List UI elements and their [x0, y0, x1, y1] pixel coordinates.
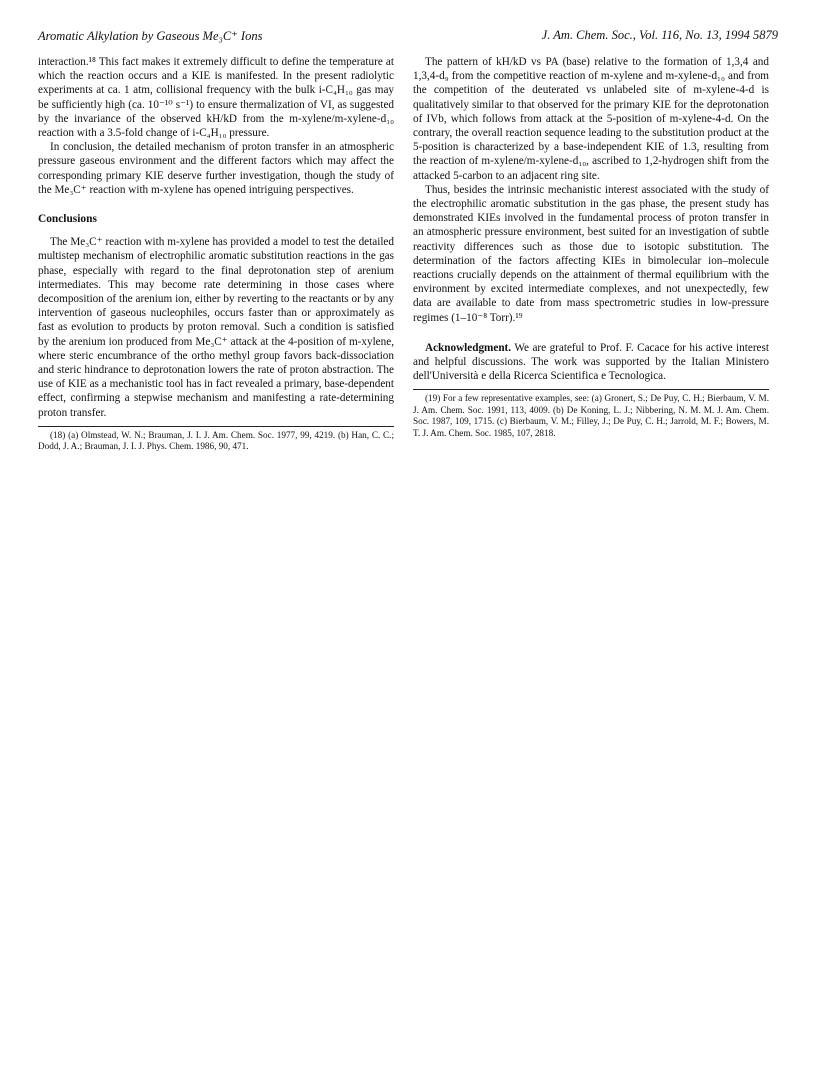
running-header	[38, 28, 778, 46]
journal-citation: J. Am. Chem. Soc., Vol. 116, No. 13, 1994 5879	[541, 28, 778, 42]
right-column	[413, 55, 769, 439]
acknowledgment	[413, 341, 769, 384]
footnote-rule	[413, 389, 769, 390]
paragraph-continued: interaction.¹⁸ This fact makes it extremely difficult to define the temperature at which the reaction occurs and a KIE is manifested. In the present radiolytic experiments at ca. 1 atm, collisional frequency with the bulk i-C₄H₁₀ gas may be sufficiently high (ca. 10⁻¹⁰ s⁻¹) to ensure thermalization of VI, as suggested by the invariance of the observed kH/kD from the m-xylene/m-xylene-d₁₀ reaction with a 3.5-fold change of i-C₄H₁₀ pressure.	[38, 56, 394, 140]
paragraph-summary: Thus, besides the intrinsic mechanistic interest associated with the study of the electrophilic aromatic substitution in the gas phase, the present study has demonstrated KIEs involved in the fundamental process of proton transfer in an atmospheric pressure environment, best suited for an investigation of subtle reactivity differences such as those due to isotopic substitution. The determination of the factors affecting KIEs in bimolecular ion–molecule reactions crucially depends on the attainment of thermal equilibrium with the environment by excited intermediate complexes, and not unexpectedly, few data are available to date from mass spectrometric studies in low-pressure regimes (1–10⁻⁸ Torr).¹⁹	[413, 183, 769, 324]
left-column	[38, 55, 394, 453]
paragraph-conclusion-intro: In conclusion, the detailed mechanism of proton transfer in an atmospheric pressure gaseous environment and the different factors which may affect the corresponding primary KIE deserve further investigation, though the study of the Me₃C⁺ reaction with m-xylene has opened intriguing perspectives.	[38, 141, 394, 196]
acknowledgment-label: Acknowledgment.	[425, 341, 512, 354]
paragraph-kie-pattern: The pattern of kH/kD vs PA (base) relative to the formation of 1,3,4 and 1,3,4-d₉ from the competitive reaction of m-xylene and m-xylene-d₁₀ and from the competition of the deuterated vs unlabeled site of m-xylene-4-d is qualitatively similar to that observed for the primary KIE for the deprotonation of IVb, which follows from attack at the 5-position of m-xylene-4-d. On the contrary, the overall reaction sequence leading to the substitution product at the 5-position is characterized by a base-independent KIE of 1.3, resulting from the reaction of m-xylene/m-xylene-d₁₀, ascribed to 1,2-hydrogen shift from the attacked 5-carbon to an adjacent ring site.	[413, 56, 769, 182]
acknowledgment-text: We are grateful to Prof. F. Cacace for his active interest and helpful discussions. The work was supported by the Italian Ministero dell'Università e della Ricerca Scientifica e Tecnologica.	[413, 341, 769, 383]
footnote-rule	[38, 426, 394, 427]
footnote-19: (19) For a few representative examples, see: (a) Gronert, S.; De Puy, C. H.; Bierbaum, V. M. J. Am. Chem. Soc. 1991, 113, 4009. (b) De Koning, L. J.; Nibbering, N. M. M. J. Am. Chem. Soc. 1987, 109, 1715. (c) Bierbaum, V. M.; Filley, J.; De Puy, C. H.; Jarrold, M. F.; Bowers, M. T. J. Am. Chem. Soc. 1985, 107, 2818.	[413, 393, 769, 438]
running-title: Aromatic Alkylation by Gaseous Me₃C⁺ Ions	[38, 29, 263, 43]
footnote-18: (18) (a) Olmstead, W. N.; Brauman, J. I. J. Am. Chem. Soc. 1977, 99, 4219. (b) Han, C. C.; Dodd, J. A.; Brauman, J. I. J. Phys. Chem. 1986, 90, 471.	[38, 429, 394, 452]
section-heading-conclusions: Conclusions	[38, 213, 97, 226]
paragraph-conclusions: The Me₃C⁺ reaction with m-xylene has provided a model to test the detailed multistep mechanism of electrophilic aromatic substitution reactions in the gas phase, especially with regard to the final deprotonation step of arenium intermediates. This may become rate determining in those cases where decomposition of the arenium ion, either by reverting to the reactants or by any intervention of gaseous nucleophiles, occurs faster than or approximately as fast as evolution to products by proton removal. Such a condition is satisfied by the arenium ion produced from Me₃C⁺ attack at the 4-position of m-xylene, where steric encumbrance of the ortho methyl group favors back-dissociation and steric hindrance to deprotonation lowers the rate of proton abstraction. The use of KIE as a mechanistic tool has in fact revealed a primary, base-dependent effect, confirming a stepwise mechanism and manifesting a rate-determining proton transfer.	[38, 236, 394, 419]
